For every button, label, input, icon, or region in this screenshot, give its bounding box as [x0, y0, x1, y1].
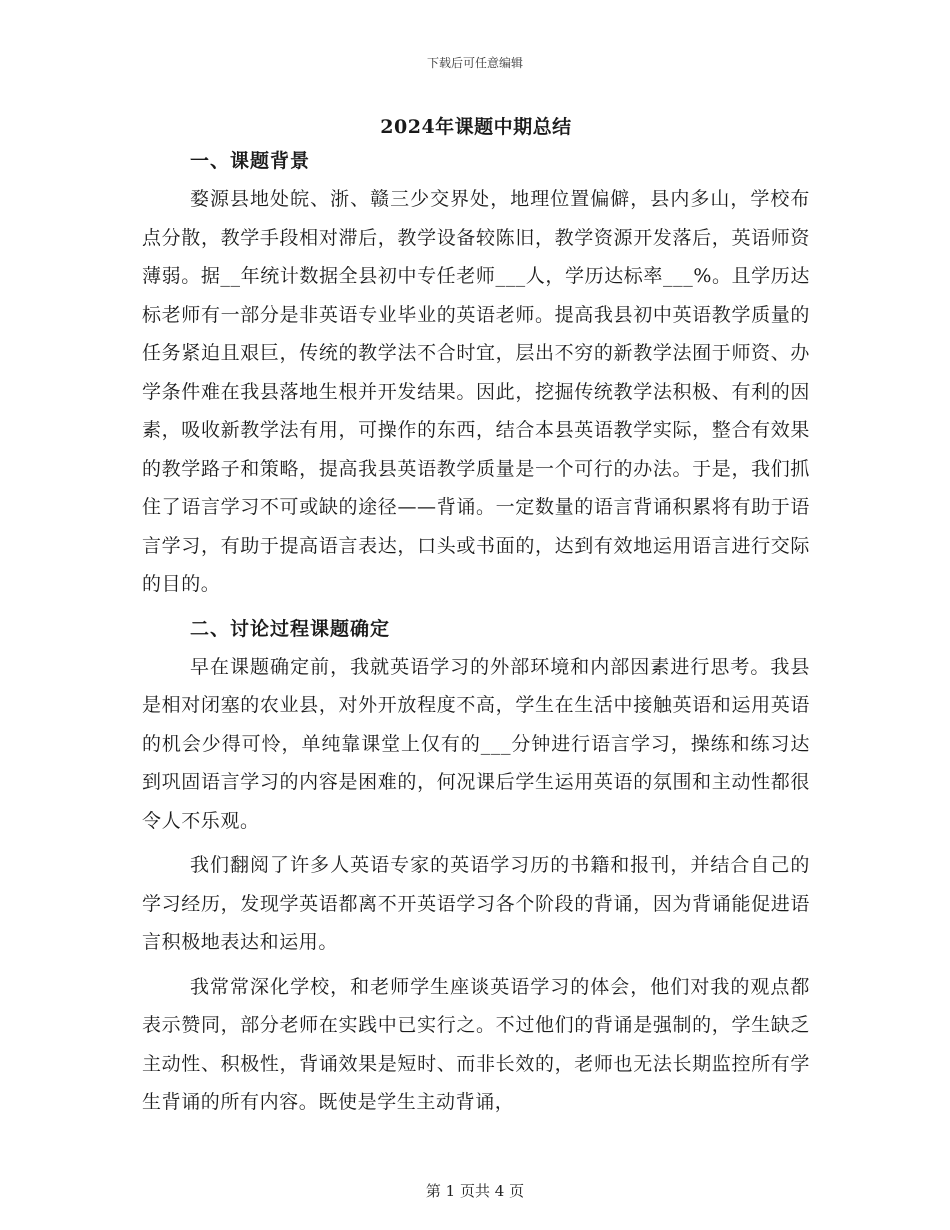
page-header-note: 下载后可任意编辑	[426, 56, 523, 70]
document-title: 2024年课题中期总结	[380, 116, 572, 138]
section-background-paragraph: 婺源县地处皖、浙、赣三少交界处，地理位置偏僻，县内多山，学校布点分散，教学手段相对滞后，教学设备较陈旧，教学资源开发落后，英语师资薄弱。据__年统计数据全县初中专任老师___人，学历达标率___%。且学历达标老师有一部分是非英语专业毕业的英语老师。提高我县初中英语教学质量的任务紧迫且艰巨，传统的教学法不合时宜，层出不穷的新教学法囿于师资、办学条件难在我县落地生根并开发结果。因此，挖掘传统教学法积极、有利的因素，吸收新教学法有用，可操作的东西，结合本县英语教学实际，整合有效果的教学路子和策略，提高我县英语教学质量是一个可行的办法。于是，我们抓住了语言学习不可或缺的途径——背诵。一定数量的语言背诵积累将有助于语言学习，有助于提高语言表达，口头或书面的，达到有效地运用语言进行交际的目的。	[142, 188, 810, 595]
section-process-paragraph-3: 我常常深化学校，和老师学生座谈英语学习的体会，他们对我的观点都表示赞同，部分老师在实践中已实行之。不过他们的背诵是强制的，学生缺乏主动性、积极性，背诵效果是短时、而非长效的，老师也无法长期监控所有学生背诵的所有内容。既使是学生主动背诵，	[142, 975, 810, 1113]
section-heading-process: 二、讨论过程课题确定	[190, 617, 391, 640]
section-process-paragraph-1: 早在课题确定前，我就英语学习的外部环境和内部因素进行思考。我县是相对闭塞的农业县，对外开放程度不高，学生在生活中接触英语和运用英语的机会少得可怜，单纯靠课堂上仅有的___分钟进行语言学习，操练和练习达到巩固语言学习的内容是困难的，何况课后学生运用英语的氛围和主动性都很令人不乐观。	[142, 655, 810, 832]
document-page	[142, 112, 810, 1128]
section-heading-background: 一、课题背景	[190, 150, 311, 172]
page-number-footer: 第 1 页共 4 页	[425, 1182, 525, 1200]
section-process-paragraph-2: 我们翻阅了许多人英语专家的英语学习历的书籍和报刊，并结合自己的学习经历，发现学英语都离不开英语学习各个阶段的背诵，因为背诵能促进语言积极地表达和运用。	[142, 854, 810, 953]
